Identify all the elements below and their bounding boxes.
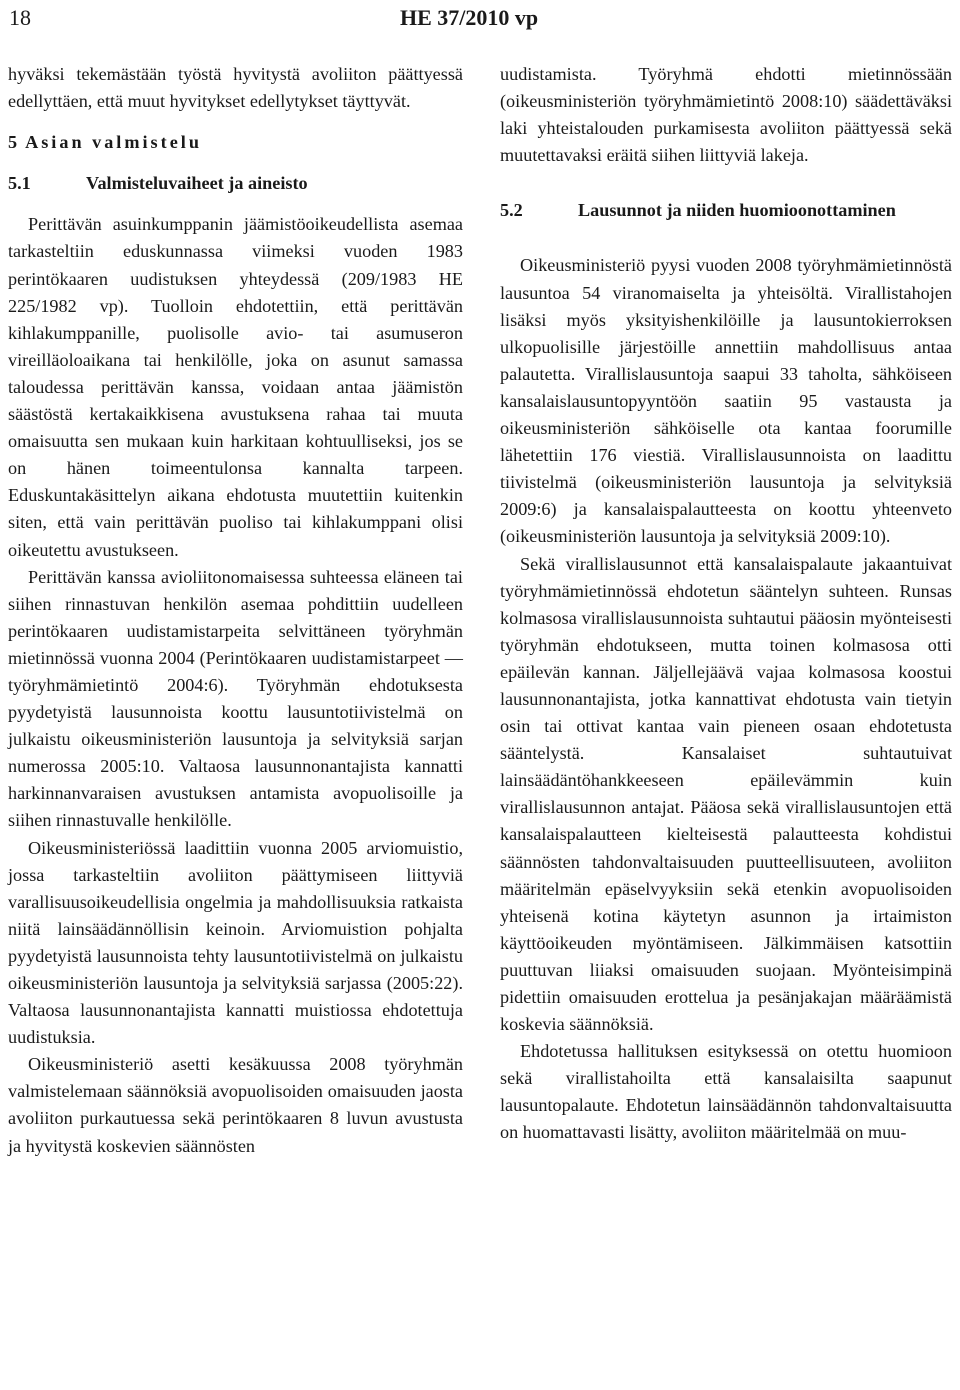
paragraph: hyväksi tekemästään työstä hyvitystä avoliiton päättyessä edellyttäen, että muut hyvitykset edellytykset täyttyvät. (8, 64, 463, 112)
paragraph: Ehdotetussa hallituksen esityksessä on otettu huomioon sekä virallistahoilta että kansalaisilta saapunut lausuntopalaute. Ehdotetun lainsäädännön tahdonvaltaisuutta on huomattavasti lisätty, avoliiton määritelmää on muu- (500, 1041, 952, 1143)
section-heading (8, 129, 463, 156)
subsection-heading (8, 170, 463, 197)
paragraph: Oikeusministeriö asetti kesäkuussa 2008 työryhmän valmistelemaan säännöksiä avopuolisoiden omaisuuden jaosta avoliiton purkautuessa sekä perintökaaren 8 luvun avustusta ja hyvitystä koskevien säännösten (8, 1054, 463, 1156)
paragraph: Oikeusministeriössä laadittiin vuonna 2005 arviomuistio, jossa tarkasteltiin avoliiton päättymiseen liittyviä varallisuusoikeudellisia ongelmia ja mahdollisuuksia ratkaista niitä lainsäädännöllisin keinoin. Arviomuistion pohjalta pyydetyistä lausunnoista tehty lausuntotiivistelmä on julkaistu oikeusministeriön lausuntoja ja selvityksiä sarjassa (2005:22). Valtaosa lausunnonantajista kannatti muistiossa ehdotettuja uudistuksia. (8, 837, 463, 1048)
section-title: Asian valmistelu (25, 132, 202, 153)
subsection-heading (500, 197, 952, 224)
paragraph: Oikeusministeriö pyysi vuoden 2008 työryhmämietinnöstä lausuntoa 54 viranomaiselta ja yhteisöltä. Virallistahojen lisäksi myös yksityishenkilöille ja lausuntokierroksen ulkopuolisille järjestöille annettiin mahdollisuus antaa palautetta. Virallislausuntoja saapui 33 taholta, sähköiseen kansalaislausuntopyyntöön saatiin 95 vastausta ja oikeusministeriön sähköiselle ota kantaa foorumille lähetettiin 176 viestiä. Virallislausunnoista on laadittu tiivistelmä (oikeusministeriön lausuntoja ja selvityksiä 2009:6) ja kansalaispalautteesta on koottu yhteenveto (oikeusministeriön lausuntoja ja selvityksiä 2009:10). (500, 255, 952, 547)
document-id: HE 37/2010 vp (400, 5, 539, 30)
page-number: 18 (9, 5, 31, 30)
section-number: 5 (8, 132, 18, 153)
paragraph: Sekä virallislausunnot että kansalaispalaute jakaantuivat työryhmämietinnössä ehdotetun sääntelyn suhteen. Runsas kolmasosa virallislausunnoista suhtautui pääosin myönteisesti työryhmän ehdotukseen, mutta toinen kolmasosa otti epäilevän kannan. Jäljellejäävä vajaa kolmasosa koostui lausunnonantajista, jotka kannattivat ehdotusta vain tietyin osin tai ottivat kantaa vain pieneen osaan ehdotetusta sääntelystä. Kansalaiset suhtautuivat lainsäädäntöhankkeeseen epäilevämmin kuin virallislausunnon antajat. Pääosa sekä virallislausuntojen että kansalaispalautteen kielteisestä palautteesta kohdistui säännösten tahdonvaltaisuuden puutteellisuuteen, avoliiton määritelmän epäselvyyksiin sekä etenkin avopuolisoiden yhteisenä kotina käytetyn asunnon ja irtaimiston käyttöoikeuden myöntämiseen. Jälkimmäisen katsottiin puuttuvan liiaksi omaisuuden suojaan. Myönteisimpinä pidettiin omaisuuden erottelua ja pesänjakajan määräämistä koskevia säännöksiä. (500, 553, 952, 1035)
paragraph: Perittävän asuinkumppanin jäämistöoikeudellista asemaa tarkasteltiin eduskunnassa viimeksi vuoden 1983 perintökaaren uudistuksen yhteydessä (209/1983 HE 225/1982 vp). Tuolloin ehdotettiin, että perittävän kihlakumppanille, puolisolle avio- tai asumuseron vireilläoloaikana tai henkilölle, joka on asunut samassa taloudessa perittävän kanssa, voidaan antaa jäämistön säästöstä kertakaikkisena avustuksena rahaa tai muuta omaisuutta sen mukaan kuin harkitaan kohtuulliseksi, jos se on hänen toimeentulonsa kannalta tarpeen. Eduskuntakäsittelyn aikana ehdotusta muutettiin kuitenkin siten, että vain perittävän puoliso tai kihlakumppani olisi oikeutettu avustukseen. (8, 214, 463, 560)
subsection-title: Lausunnot ja niiden huomioonottaminen (578, 200, 896, 221)
subsection-number: 5.1 (8, 173, 31, 194)
subsection-title: Valmisteluvaiheet ja aineisto (86, 173, 308, 194)
paragraph: Perittävän kanssa avioliitonomaisessa suhteessa eläneen tai siihen rinnastuvan henkilön asemaa pohdittiin uudelleen perintökaaren uudistamistarpeita selvittäneen työryhmän mietinnössä vuonna 2004 (Perintökaaren uudistamistarpeet — työryhmämietintö 2004:6). Työryhmän ehdotuksesta pyydetyistä lausunnoista koottu lausuntotiivistelmä on julkaistu oikeusministeriön lausuntoja ja selvityksiä sarjan numerossa 2005:10. Valtaosa lausunnonantajista kannatti harkinnanvaraisen avustuksen antamista avopuolisoille ja siihen rinnastuvalle henkilölle. (8, 566, 463, 831)
subsection-number: 5.2 (500, 200, 523, 221)
page-header (0, 0, 960, 44)
left-column (8, 61, 463, 1160)
right-column (500, 61, 952, 1147)
paragraph: uudistamista. Työryhmä ehdotti mietinnössään (oikeusministeriön työryhmämietintö 2008:10) säädettäväksi laki yhteistalouden purkamisesta avoliiton päättyessä sekä muutettavaksi eräitä siihen liittyviä lakeja. (500, 64, 952, 166)
